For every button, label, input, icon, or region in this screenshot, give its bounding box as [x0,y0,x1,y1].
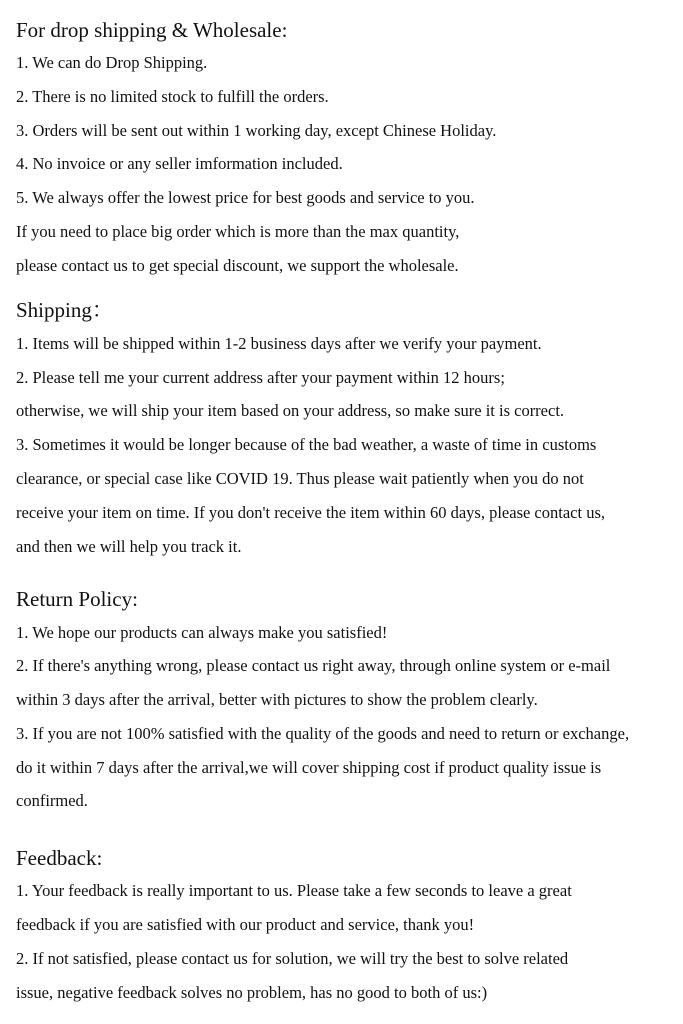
return-line-6: confirmed. [16,791,88,810]
shipping-line-4: 3. Sometimes it would be longer because of the bad weather, a waste of time in customs [16,435,597,454]
shipping-line-3: otherwise, we will ship your item based on your address, so make sure it is correct. [16,401,565,420]
section-heading-dropshipping: For drop shipping & Wholesale: [16,18,288,42]
section-heading-feedback: Feedback: [16,846,103,870]
dropshipping-line-3: 3. Orders will be sent out within 1 working day, except Chinese Holiday. [16,121,497,140]
return-line-2: 2. If there's anything wrong, please contact us right away, through online system or e-mail [16,656,611,675]
dropshipping-line-5: 5. We always offer the lowest price for best goods and service to you. [16,188,475,207]
dropshipping-line-6: If you need to place big order which is more than the max quantity, [16,222,460,241]
section-heading-return-policy: Return Policy: [16,587,138,611]
dropshipping-line-4: 4. No invoice or any seller imformation included. [16,154,343,173]
shipping-line-1: 1. Items will be shipped within 1-2 business days after we verify your payment. [16,334,542,353]
feedback-line-4: issue, negative feedback solves no problem, has no good to both of us:) [16,983,488,1002]
dropshipping-line-1: 1. We can do Drop Shipping. [16,53,208,72]
return-line-4: 3. If you are not 100% satisfied with the quality of the goods and need to return or exchange, [16,724,630,743]
shipping-line-7: and then we will help you track it. [16,537,242,556]
section-heading-shipping: Shipping： [16,298,113,322]
shipping-line-2: 2. Please tell me your current address after your payment within 12 hours; [16,368,505,387]
return-line-1: 1. We hope our products can always make you satisfied! [16,623,388,642]
dropshipping-line-7: please contact us to get special discount, we support the wholesale. [16,256,459,275]
feedback-line-3: 2. If not satisfied, please contact us for solution, we will try the best to solve related [16,949,569,968]
shipping-line-5: clearance, or special case like COVID 19. Thus please wait patiently when you do not [16,469,584,488]
return-line-3: within 3 days after the arrival, better with pictures to show the problem clearly. [16,690,538,709]
shipping-line-6: receive your item on time. If you don't receive the item within 60 days, please contact us, [16,503,605,522]
feedback-line-1: 1. Your feedback is really important to us. Please take a few seconds to leave a great [16,881,572,900]
feedback-line-2: feedback if you are satisfied with our product and service, thank you! [16,915,475,934]
return-line-5: do it within 7 days after the arrival,we will cover shipping cost if product quality issue is [16,758,602,777]
dropshipping-line-2: 2. There is no limited stock to fulfill the orders. [16,87,329,106]
